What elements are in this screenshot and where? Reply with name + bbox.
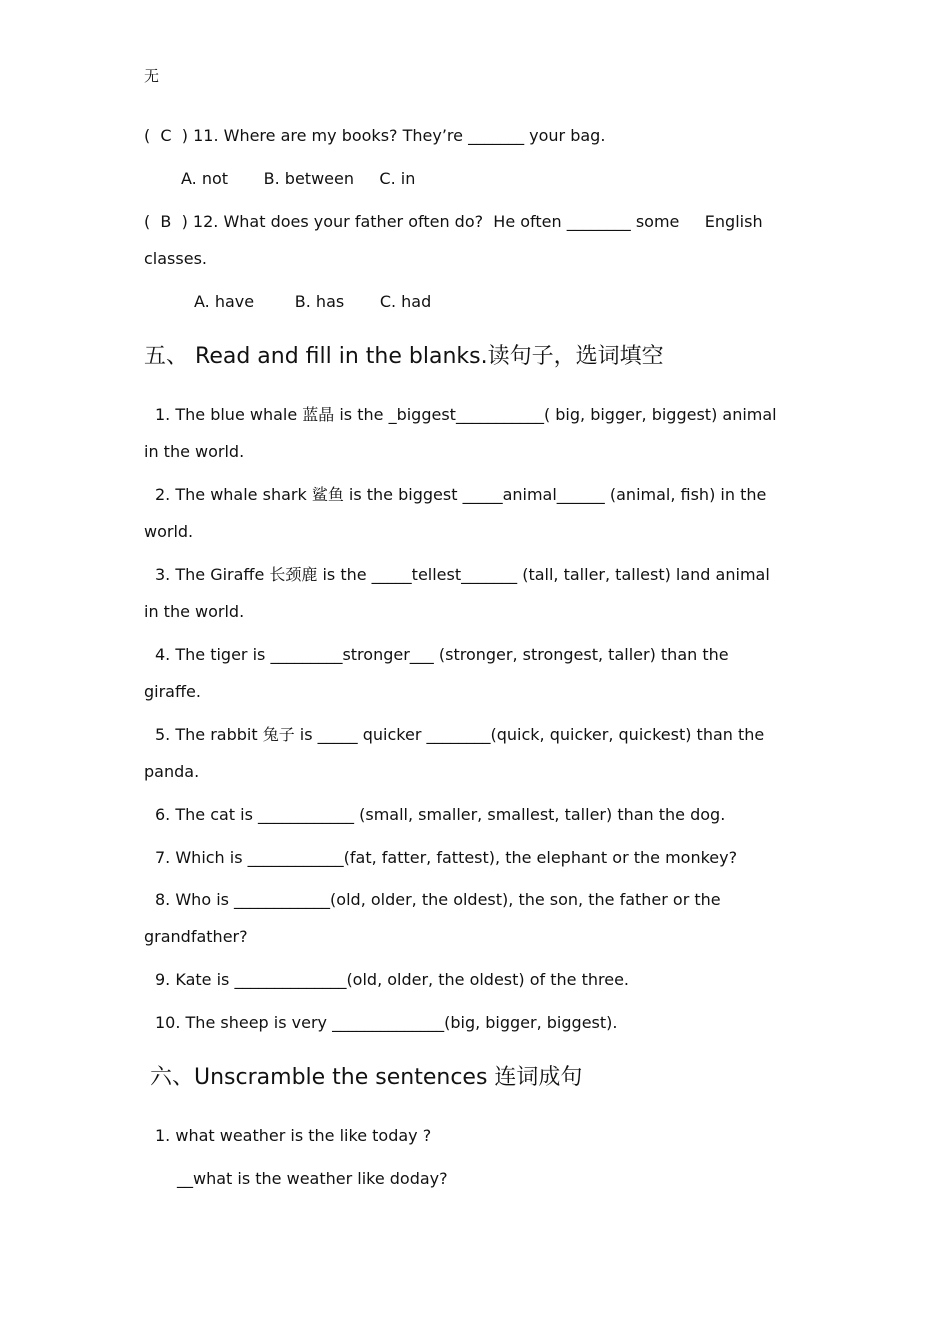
fill-item-5-continued: panda.	[144, 762, 200, 781]
fill-item-5: 5. The rabbit 兔子 is _____ quicker ________(quick, quicker, quickest) than the	[155, 725, 765, 744]
fill-item-2-continued: world.	[144, 522, 194, 541]
note-text: 无	[144, 67, 160, 85]
fill-item-8: 8. Who is ____________(old, older, the oldest), the son, the father or the	[155, 890, 721, 909]
unscramble-answer-1: __what is the weather like doday?	[177, 1169, 448, 1188]
fill-item-10: 10. The sheep is very ______________(big, bigger, biggest).	[155, 1013, 618, 1032]
question-text-12: What does your father often do? He often ________ some English	[223, 212, 763, 231]
options-11: A. not B. between C. in	[181, 169, 416, 188]
fill-item-1-continued: in the world.	[144, 442, 245, 461]
question-number-12: 12	[192, 212, 214, 231]
fill-item-9: 9. Kate is ______________(old, older, the oldest) of the three.	[155, 970, 630, 989]
fill-item-1: 1. The blue whale 蓝晶 is the _biggest___________( big, bigger, biggest) animal	[155, 405, 777, 424]
fill-item-4-continued: giraffe.	[144, 682, 201, 701]
section-5-heading	[144, 343, 664, 371]
section-6-title-en: Unscramble the sentences	[194, 1065, 495, 1090]
answer-12: B	[160, 212, 172, 231]
section-5-title-en: Read and fill in the blanks.	[195, 344, 488, 369]
section-6-title-cn: 连词成句	[494, 1065, 583, 1090]
question-11: ( C ) 11. Where are my books? They’re _______ your bag.	[144, 126, 606, 145]
question-12-continued: classes.	[144, 249, 207, 268]
fill-item-6: 6. The cat is ____________ (small, smaller, smallest, taller) than the dog.	[155, 805, 726, 824]
section-5-title-cn: 读句子，选词填空	[487, 344, 664, 369]
section-6-heading	[150, 1064, 582, 1092]
fill-item-8-continued: grandfather?	[144, 927, 248, 946]
fill-item-3-continued: in the world.	[144, 602, 245, 621]
question-text-11: Where are my books? They’re _______ your bag.	[223, 126, 606, 145]
section-6-number: 六、	[150, 1065, 195, 1090]
unscramble-item-1: 1. what weather is the like today ?	[155, 1126, 432, 1145]
fill-item-4: 4. The tiger is _________stronger___ (stronger, strongest, taller) than the	[155, 645, 729, 664]
answer-11: C	[160, 126, 172, 145]
fill-item-3: 3. The Giraffe 长颈鹿 is the _____tellest_______ (tall, taller, tallest) land animal	[155, 565, 770, 584]
options-12: A. have B. has C. had	[194, 292, 432, 311]
section-5-number: 五、	[144, 344, 189, 369]
question-number-11: 11	[193, 126, 214, 145]
question-12: ( B ) 12. What does your father often do? He often ________ some English	[144, 212, 763, 231]
fill-item-7: 7. Which is ____________(fat, fatter, fattest), the elephant or the monkey?	[155, 848, 738, 867]
fill-item-2: 2. The whale shark 鲨鱼 is the biggest _____animal______ (animal, fish) in the	[155, 485, 767, 504]
